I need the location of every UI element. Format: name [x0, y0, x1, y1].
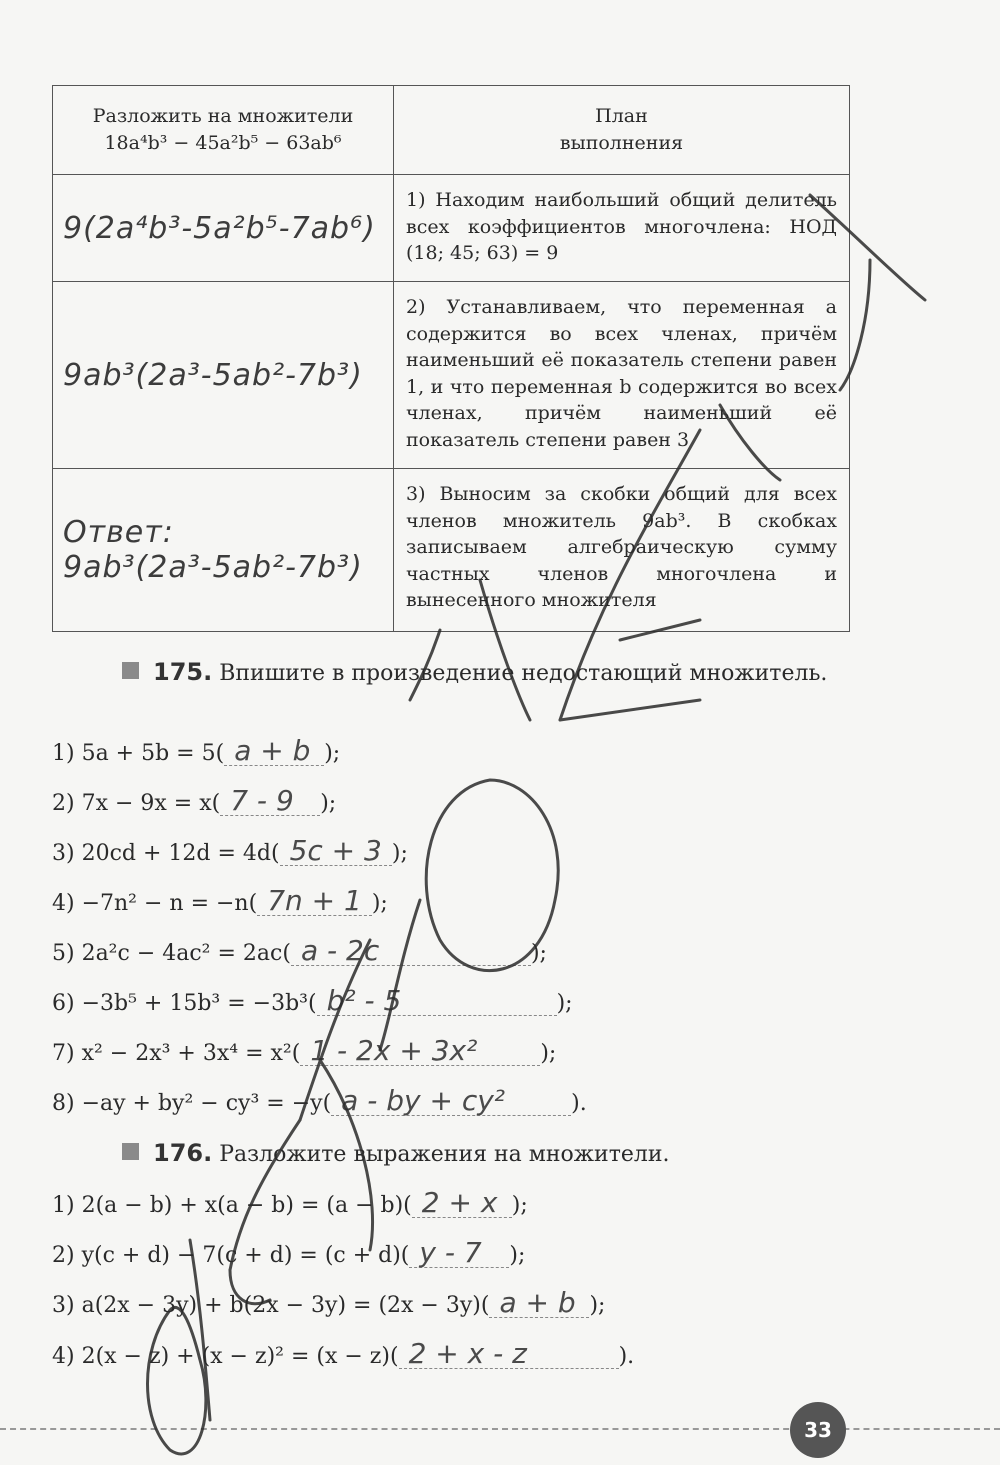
- task-176-item-3: 3) a(2x − 3y) + b(2x − 3y) = (2x − 3y)( a + b );: [52, 1286, 606, 1319]
- task-175-item-2: 2) 7x − 9x = x( 7 - 9 );: [52, 784, 337, 817]
- answer-blank[interactable]: 2 + x - z: [399, 1340, 619, 1369]
- task-175-item-3: 3) 20cd + 12d = 4d( 5c + 3 );: [52, 834, 408, 867]
- answer-blank[interactable]: 7n + 1: [257, 887, 372, 916]
- header-right: План выполнения: [394, 86, 850, 175]
- answer-blank[interactable]: a + b: [489, 1289, 589, 1318]
- step-text-1: 1) Находим наибольший общий делитель всех коэффициентов многочлена: НОД (18; 45; 63) = 9: [406, 189, 837, 264]
- page-number-badge: 33: [790, 1402, 846, 1458]
- task-175-item-7: 7) x² − 2x³ + 3x⁴ = x²( 1 - 2x + 3x² );: [52, 1034, 557, 1067]
- task-176-item-4: 4) 2(x − z) + (x − z)² = (x − z)( 2 + x - z ).: [52, 1337, 635, 1370]
- step-text-2: 2) Устанавливаем, что переменная a содержится во всех членах, причём наименьший её показатель степени равен 1, и что переменная b содержится во всех членах, причём наименьший её показатель степени равен 3: [406, 296, 837, 451]
- handwritten-answer-1: 9(2a⁴b³-5a²b⁵-7ab⁶): [63, 210, 376, 246]
- answer-blank[interactable]: 5c + 3: [280, 837, 392, 866]
- task-marker-icon: [122, 1143, 139, 1160]
- task-176-title: 176. Разложите выражения на множители.: [52, 1137, 852, 1171]
- task-marker-icon: [122, 662, 139, 679]
- step-cell-1: [394, 175, 850, 282]
- footer-divider: [0, 1428, 1000, 1430]
- handwritten-answer-3: 9ab³(2a³-5ab²-7b³): [63, 550, 363, 585]
- task-175-item-8: 8) −ay + by² − cy³ = −y( a - by + cy² ).: [52, 1084, 587, 1117]
- task-176-item-1: 1) 2(a − b) + x(a − b) = (a − b)( 2 + x );: [52, 1186, 528, 1219]
- task-175-item-4: 4) −7n² − n = −n( 7n + 1 );: [52, 884, 388, 917]
- task-175-item-5: 5) 2a²c − 4ac² = 2ac( a - 2c );: [52, 934, 547, 967]
- step-cell-3: [394, 469, 850, 632]
- answer-blank[interactable]: 2 + x: [412, 1189, 512, 1218]
- plan-table: [52, 85, 850, 632]
- handwritten-answer-2: 9ab³(2a³-5ab²-7b³): [63, 357, 363, 393]
- answer-blank[interactable]: 1 - 2x + 3x²: [300, 1037, 540, 1066]
- hand-cell-1: [53, 175, 394, 282]
- step-text-3: 3) Выносим за скобки общий для всех членов множитель 9ab³. В скобках записываем алгебраическую сумму частных членов многочлена и вынесенного множителя: [406, 483, 837, 611]
- answer-blank[interactable]: a + b: [224, 737, 324, 766]
- hand-cell-2: [53, 282, 394, 469]
- answer-blank[interactable]: a - by + cy²: [331, 1087, 571, 1116]
- answer-blank[interactable]: 7 - 9: [220, 787, 320, 816]
- answer-blank[interactable]: a - 2c: [291, 937, 531, 966]
- header-left: Разложить на множители 18a⁴b³ − 45a²b⁵ − 63ab⁶: [53, 86, 394, 175]
- task-175-title: 175. Впишите в произведение недостающий множитель.: [52, 656, 852, 690]
- answer-blank[interactable]: y - 7: [409, 1239, 509, 1268]
- task-175-item-1: 1) 5a + 5b = 5( a + b );: [52, 734, 341, 767]
- hand-cell-3: [53, 469, 394, 632]
- task-175-item-6: 6) −3b⁵ + 15b³ = −3b³( b² - 5 );: [52, 984, 573, 1017]
- step-cell-2: [394, 282, 850, 469]
- task-176-item-2: 2) y(c + d) − 7(c + d) = (c + d)( y - 7 );: [52, 1236, 526, 1269]
- handwritten-answer-label: Ответ:: [63, 515, 174, 550]
- answer-blank[interactable]: b² - 5: [317, 987, 557, 1016]
